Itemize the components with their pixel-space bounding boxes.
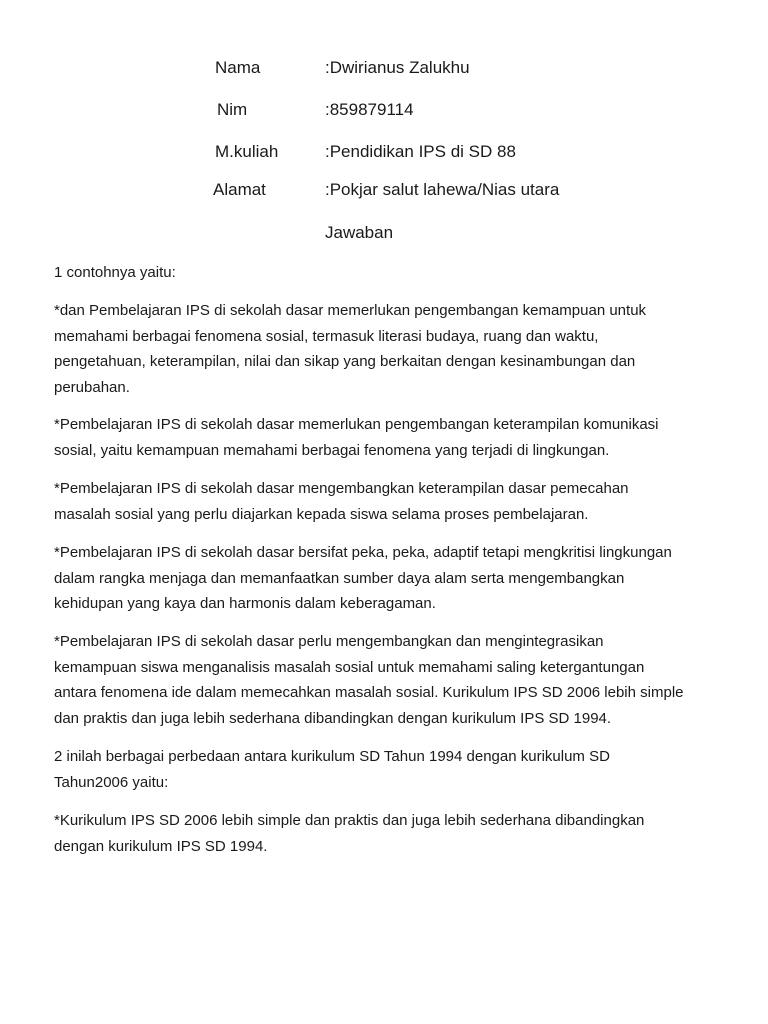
text-line: antara fenomena ide dalam memecahkan masalah sosial. Kurikulum IPS SD 2006 lebih simple [54, 684, 684, 701]
ident-label-nim: Nim [217, 100, 248, 119]
text-line: memahami berbagai fenomena sosial, termasuk literasi budaya, ruang dan waktu, [54, 327, 599, 345]
text-line: kehidupan yang kaya dan harmonis dalam keberagaman. [54, 595, 436, 612]
ident-value-mkuliah: :Pendidikan IPS di SD 88 [325, 142, 516, 161]
text-line: Tahun2006 yaitu: [54, 773, 169, 791]
text-line: *Pembelajaran IPS di sekolah dasar perlu mengembangkan dan mengintegrasikan [54, 633, 604, 650]
text-line: *Pembelajaran IPS di sekolah dasar bersifat peka, peka, adaptif tetapi mengkritisi lingkungan [54, 544, 672, 561]
text-line: *dan Pembelajaran IPS di sekolah dasar memerlukan pengembangan kemampuan untuk [54, 302, 647, 319]
ident-value-nim: :859879114 [325, 100, 414, 119]
ident-row-alamat [0, 177, 768, 203]
ident-row-mkuliah [0, 139, 768, 165]
ident-label-nama: Nama [215, 58, 261, 77]
question-2-intro [54, 744, 734, 795]
text-line: dalam rangka menjaga dan memanfaatkan sumber daya alam serta mengembangkan [54, 569, 625, 587]
paragraph-2 [54, 412, 734, 463]
ident-label-alamat: Alamat [213, 180, 266, 199]
paragraph-1 [54, 298, 734, 400]
text-line: masalah sosial yang perlu diajarkan kepada siswa selama proses pembelajaran. [54, 505, 589, 523]
ident-row-nama [0, 55, 768, 81]
ident-row-nim [0, 97, 768, 123]
text-line: *Pembelajaran IPS di sekolah dasar mengembangkan keterampilan dasar pemecahan [54, 480, 629, 497]
text-line: *Kurikulum IPS SD 2006 lebih simple dan praktis dan juga lebih sederhana dibandingkan [54, 812, 645, 829]
text-line: kemampuan siswa menganalisis masalah sosial untuk memahami saling ketergantungan [54, 658, 645, 676]
paragraph-5 [54, 629, 734, 731]
ident-value-nama: :Dwirianus Zalukhu [325, 58, 470, 77]
text-line: dan praktis dan juga lebih sederhana dibandingkan dengan kurikulum IPS SD 1994. [54, 709, 612, 727]
ident-value-alamat: :Pokjar salut lahewa/Nias utara [325, 180, 560, 199]
text-line: pengetahuan, keterampilan, nilai dan sikap yang berkaitan dengan kesinambungan dan [54, 353, 636, 370]
paragraph-3 [54, 476, 734, 527]
text-line: sosial, yaitu kemampuan memahami berbagai fenomena yang terjadi di lingkungan. [54, 441, 610, 459]
ident-label-mkuliah: M.kuliah [215, 142, 279, 161]
text-line: 1 contohnya yaitu: [54, 264, 176, 281]
paragraph-6 [54, 808, 734, 859]
jawaban-heading: Jawaban [325, 223, 394, 242]
paragraph-4 [54, 540, 734, 617]
text-line: dengan kurikulum IPS SD 1994. [54, 837, 268, 855]
text-line: 2 inilah berbagai perbedaan antara kurikulum SD Tahun 1994 dengan kurikulum SD [54, 748, 610, 765]
text-line: perubahan. [54, 378, 130, 396]
text-line: *Pembelajaran IPS di sekolah dasar memerlukan pengembangan keterampilan komunikasi [54, 416, 659, 433]
question-1-intro [54, 260, 734, 286]
